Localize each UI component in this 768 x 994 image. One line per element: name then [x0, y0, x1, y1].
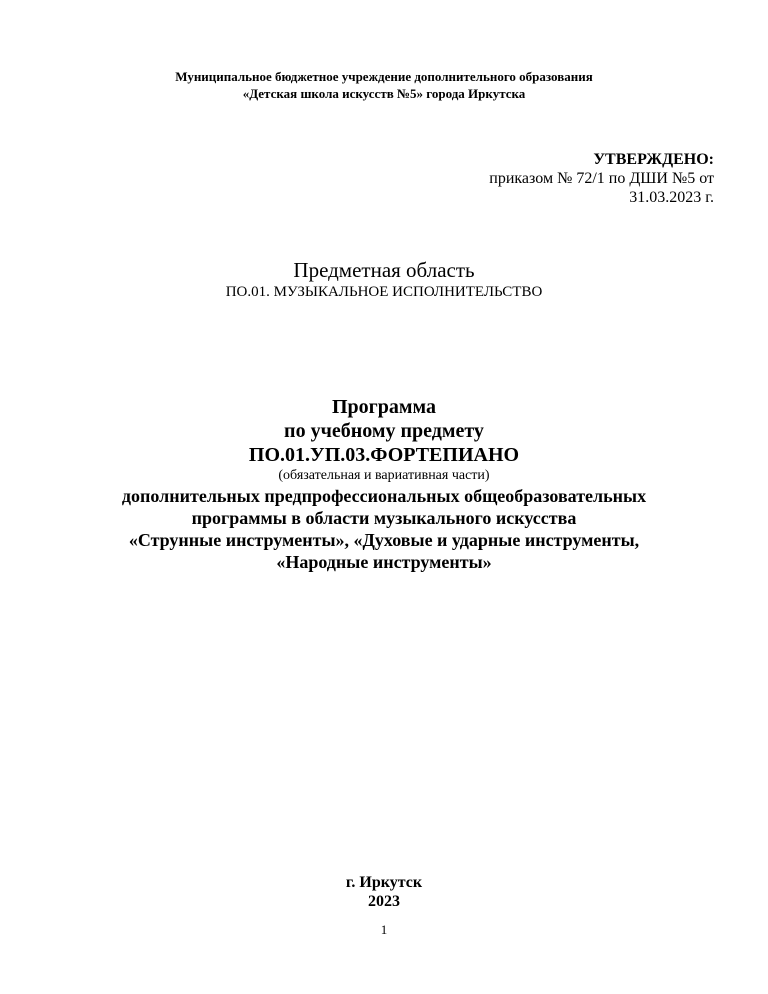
program-description-line1: дополнительных предпрофессиональных общеобразовательных: [121, 486, 647, 506]
approval-date-line: 31.03.2023 г.: [629, 189, 714, 206]
page-number: 1: [380, 922, 388, 937]
institution-name-line2: «Детская школа искусств №5» города Иркутска: [242, 86, 526, 101]
program-description-line2: программы в области музыкального искусства: [191, 508, 577, 528]
subject-area-code: ПО.01. МУЗЫКАЛЬНОЕ ИСПОЛНИТЕЛЬСТВО: [225, 284, 543, 300]
approval-title: УТВЕРЖДЕНО:: [593, 151, 714, 168]
institution-header: [0, 68, 768, 102]
program-subject-line: по учебному предмету: [284, 420, 484, 442]
program-description-line4: «Народные инструменты»: [276, 552, 492, 572]
institution-name-line1: Муниципальное бюджетное учреждение дополнительного образования: [175, 69, 593, 84]
approval-order-line: приказом № 72/1 по ДШИ №5 от: [489, 170, 714, 187]
program-parts-note: (обязательная и вариативная части): [278, 468, 490, 483]
footer-city: г. Иркутск: [345, 874, 423, 891]
program-code: ПО.01.УП.03.ФОРТЕПИАНО: [248, 444, 520, 466]
footer-block: [0, 873, 768, 911]
program-description-line3: «Струнные инструменты», «Духовые и ударные инструменты,: [128, 530, 640, 550]
footer-year: 2023: [368, 893, 400, 910]
program-title: Программа: [332, 396, 436, 418]
subject-area-block: [0, 258, 768, 302]
program-title-block: [0, 395, 768, 573]
subject-area-title: Предметная область: [293, 258, 475, 282]
approval-block: [489, 150, 714, 207]
